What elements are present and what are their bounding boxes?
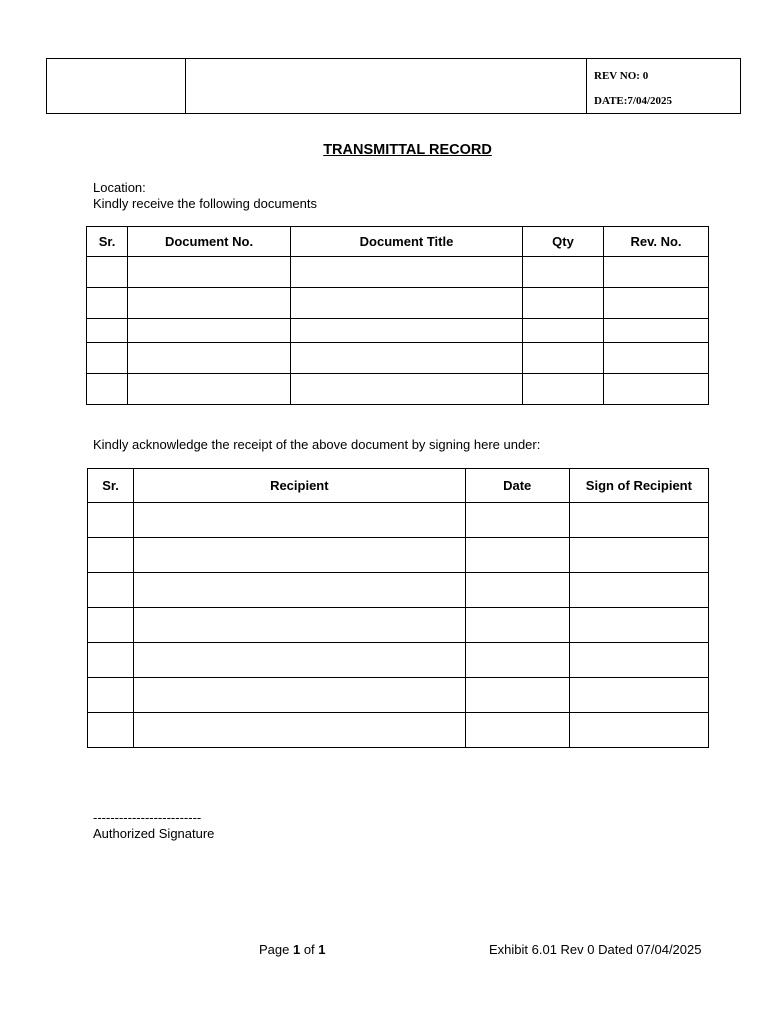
page-prefix: Page xyxy=(259,942,293,957)
table-cell[interactable] xyxy=(87,343,128,374)
column-header-document-title: Document Title xyxy=(291,227,523,257)
table-cell[interactable] xyxy=(465,678,569,713)
header-date: DATE:7/04/2025 xyxy=(594,95,673,107)
table-cell[interactable] xyxy=(87,257,128,288)
header-revision-cell xyxy=(587,59,741,114)
table-cell[interactable] xyxy=(465,503,569,538)
table-row xyxy=(88,573,709,608)
location-label: Location: xyxy=(93,180,146,195)
table-cell[interactable] xyxy=(569,608,708,643)
table-cell[interactable] xyxy=(465,643,569,678)
table-row xyxy=(88,503,709,538)
table-cell[interactable] xyxy=(88,573,134,608)
documents-table xyxy=(86,226,709,405)
table-cell[interactable] xyxy=(134,713,466,748)
table-cell[interactable] xyxy=(128,319,291,343)
table-cell[interactable] xyxy=(88,643,134,678)
column-header-recipient: Recipient xyxy=(134,469,466,503)
table-cell[interactable] xyxy=(523,288,604,319)
table-cell[interactable] xyxy=(465,608,569,643)
table-cell[interactable] xyxy=(134,503,466,538)
table-cell[interactable] xyxy=(128,257,291,288)
table-cell[interactable] xyxy=(128,374,291,405)
table-row xyxy=(88,608,709,643)
page-of: of xyxy=(300,942,319,957)
column-header-date: Date xyxy=(465,469,569,503)
table-cell[interactable] xyxy=(291,319,523,343)
table-cell[interactable] xyxy=(88,538,134,573)
signature-line: ------------------------- xyxy=(93,810,202,825)
header-logo-cell xyxy=(47,59,186,114)
page-title: TRANSMITTAL RECORD xyxy=(323,142,492,158)
table-cell[interactable] xyxy=(128,288,291,319)
table-cell[interactable] xyxy=(604,288,709,319)
table-cell[interactable] xyxy=(134,538,466,573)
rev-no: REV NO: 0 xyxy=(594,70,649,82)
table-row xyxy=(87,257,709,288)
table-cell[interactable] xyxy=(88,713,134,748)
column-header-rev-no: Rev. No. xyxy=(604,227,709,257)
table-cell[interactable] xyxy=(465,713,569,748)
table-cell[interactable] xyxy=(523,257,604,288)
table-cell[interactable] xyxy=(604,319,709,343)
page-total: 1 xyxy=(318,942,326,957)
column-header-sr: Sr. xyxy=(87,227,128,257)
table-cell[interactable] xyxy=(569,503,708,538)
table-row xyxy=(88,713,709,748)
recipients-table xyxy=(87,468,709,748)
page-number xyxy=(259,942,326,957)
table-cell[interactable] xyxy=(128,343,291,374)
table-row xyxy=(88,643,709,678)
table-cell[interactable] xyxy=(134,643,466,678)
table-row xyxy=(87,343,709,374)
table-cell[interactable] xyxy=(87,374,128,405)
table-cell[interactable] xyxy=(291,343,523,374)
table-cell[interactable] xyxy=(88,503,134,538)
table-row xyxy=(88,678,709,713)
table-cell[interactable] xyxy=(569,573,708,608)
authorized-signature-label: Authorized Signature xyxy=(93,826,215,841)
table-cell[interactable] xyxy=(87,319,128,343)
table-cell[interactable] xyxy=(569,713,708,748)
table-cell[interactable] xyxy=(134,608,466,643)
table-header-row xyxy=(87,227,709,257)
table-cell[interactable] xyxy=(291,374,523,405)
table-cell[interactable] xyxy=(569,538,708,573)
table-row xyxy=(87,319,709,343)
table-cell[interactable] xyxy=(604,343,709,374)
table-row xyxy=(88,538,709,573)
table-cell[interactable] xyxy=(134,573,466,608)
table-cell[interactable] xyxy=(569,678,708,713)
table-cell[interactable] xyxy=(88,608,134,643)
column-header-sign-of-recipient: Sign of Recipient xyxy=(569,469,708,503)
table-cell[interactable] xyxy=(88,678,134,713)
column-header-document-no: Document No. xyxy=(128,227,291,257)
table-row xyxy=(87,374,709,405)
table-cell[interactable] xyxy=(569,643,708,678)
table-cell[interactable] xyxy=(291,288,523,319)
table-cell[interactable] xyxy=(465,573,569,608)
table-cell[interactable] xyxy=(604,374,709,405)
table-cell[interactable] xyxy=(291,257,523,288)
receive-instruction: Kindly receive the following documents xyxy=(93,196,318,211)
column-header-qty: Qty xyxy=(523,227,604,257)
table-row xyxy=(87,288,709,319)
column-header-sr: Sr. xyxy=(88,469,134,503)
document-header-box xyxy=(46,58,741,114)
table-cell[interactable] xyxy=(87,288,128,319)
acknowledge-instruction: Kindly acknowledge the receipt of the above document by signing here under: xyxy=(93,437,541,452)
table-cell[interactable] xyxy=(523,343,604,374)
page-current: 1 xyxy=(292,942,301,957)
table-cell[interactable] xyxy=(465,538,569,573)
table-cell[interactable] xyxy=(134,678,466,713)
exhibit-reference: Exhibit 6.01 Rev 0 Dated 07/04/2025 xyxy=(489,942,702,957)
table-header-row xyxy=(88,469,709,503)
header-title-cell xyxy=(186,59,587,114)
table-cell[interactable] xyxy=(523,319,604,343)
table-cell[interactable] xyxy=(523,374,604,405)
table-cell[interactable] xyxy=(604,257,709,288)
